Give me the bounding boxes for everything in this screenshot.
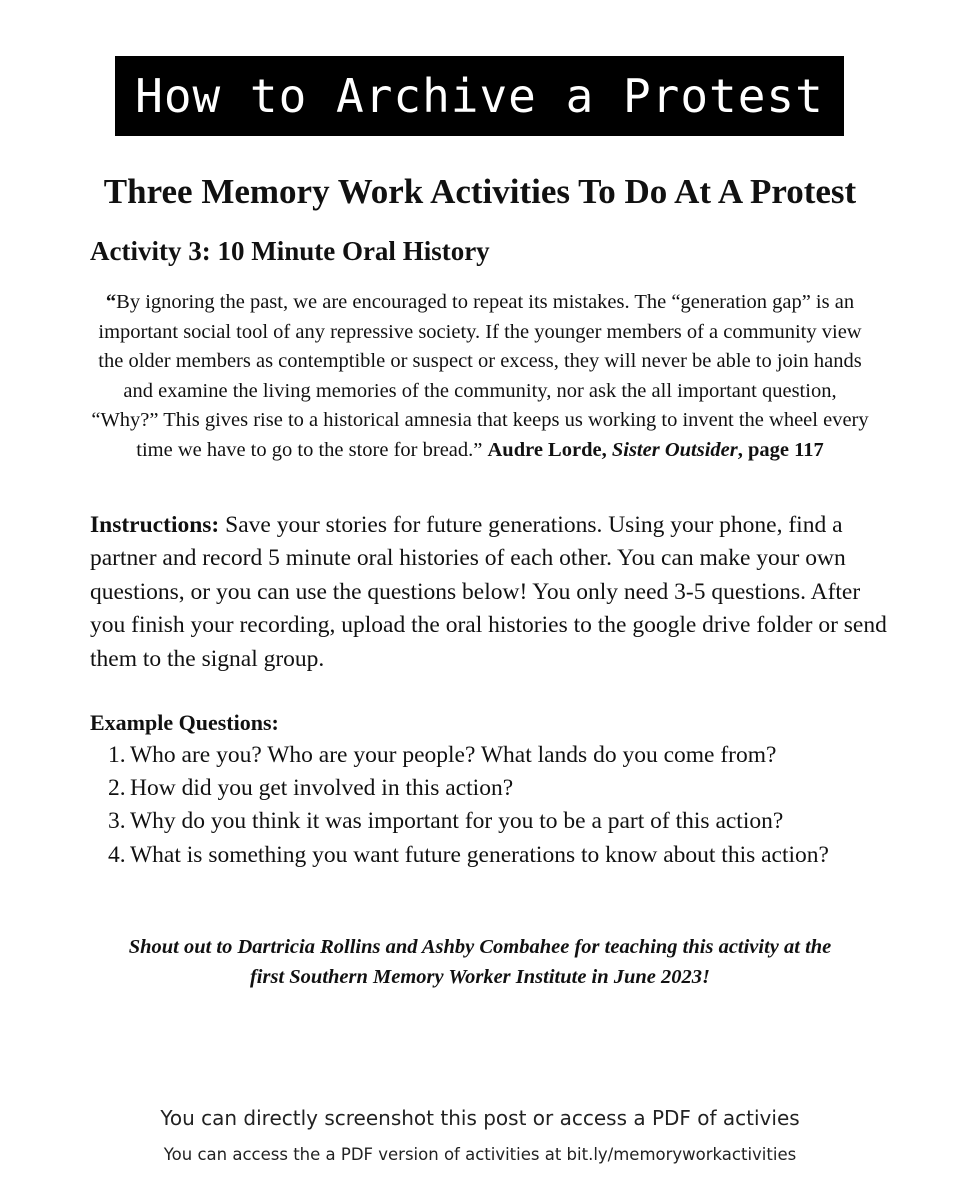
question-item	[108, 739, 908, 772]
example-questions-heading: Example Questions:	[90, 710, 279, 735]
page-title: Three Memory Work Activities To Do At A Protest	[103, 172, 857, 211]
question-number: 4.	[108, 841, 126, 868]
footer-note: You can directly screenshot this post or access a PDF of activies	[160, 1106, 800, 1130]
example-questions-list	[108, 739, 908, 872]
question-item	[108, 805, 908, 838]
quote-page: , page 117	[737, 438, 824, 461]
shoutout-line-2: first Southern Memory Worker Institute in June 2023!	[249, 966, 711, 988]
quote-book: Sister Outsider	[611, 438, 738, 461]
instructions-text: Save your stories for future generations. Using your phone, find a partner and record 5 minute oral histories of each other. You can make your own questions, or you can use the questions below! You only need 3-5 questions. After you finish your recording, upload the oral histories to the google drive folder or send them to the signal group.	[90, 512, 887, 672]
shoutout-credit	[60, 932, 900, 992]
question-item	[108, 772, 908, 805]
question-number: 1.	[108, 742, 126, 768]
quote-author: Audre Lorde,	[487, 438, 607, 461]
question-number: 2.	[108, 775, 126, 802]
activity-heading: Activity 3: 10 Minute Oral History	[90, 236, 490, 266]
question-item	[108, 839, 908, 872]
footer-pdf-link-note: You can access the a PDF version of activities at bit.ly/memoryworkactivities	[163, 1145, 797, 1164]
banner-title: How to Archive a Protest	[135, 69, 824, 123]
question-text: Who are you? Who are your people? What lands do you come from?	[130, 742, 777, 768]
question-text: Why do you think it was important for you to be a part of this action?	[130, 808, 784, 835]
shoutout-line-1: Shout out to Dartricia Rollins and Ashby Combahee for teaching this activity at the	[128, 936, 832, 958]
title-banner	[115, 56, 844, 136]
question-number: 3.	[108, 808, 126, 835]
question-text: How did you get involved in this action?	[130, 775, 514, 802]
instructions-label: Instructions:	[90, 512, 220, 538]
question-text: What is something you want future generations to know about this action?	[130, 841, 829, 868]
instructions-paragraph	[90, 509, 890, 676]
quote-body: By ignoring the past, we are encouraged to repeat its mistakes. The “generation gap” is an important social tool of any repressive society. If the younger members of a community view the older members as contemptible or suspect or excess, they will never be able to join hands and examine the living memories of the community, nor ask the all important question, “Why?” This gives rise to a historical amnesia that keeps us working to invent the wheel every time we have to go to the store for bread.”	[91, 291, 869, 461]
audre-lorde-quote	[90, 288, 870, 466]
quote-open-mark: “	[105, 291, 117, 313]
